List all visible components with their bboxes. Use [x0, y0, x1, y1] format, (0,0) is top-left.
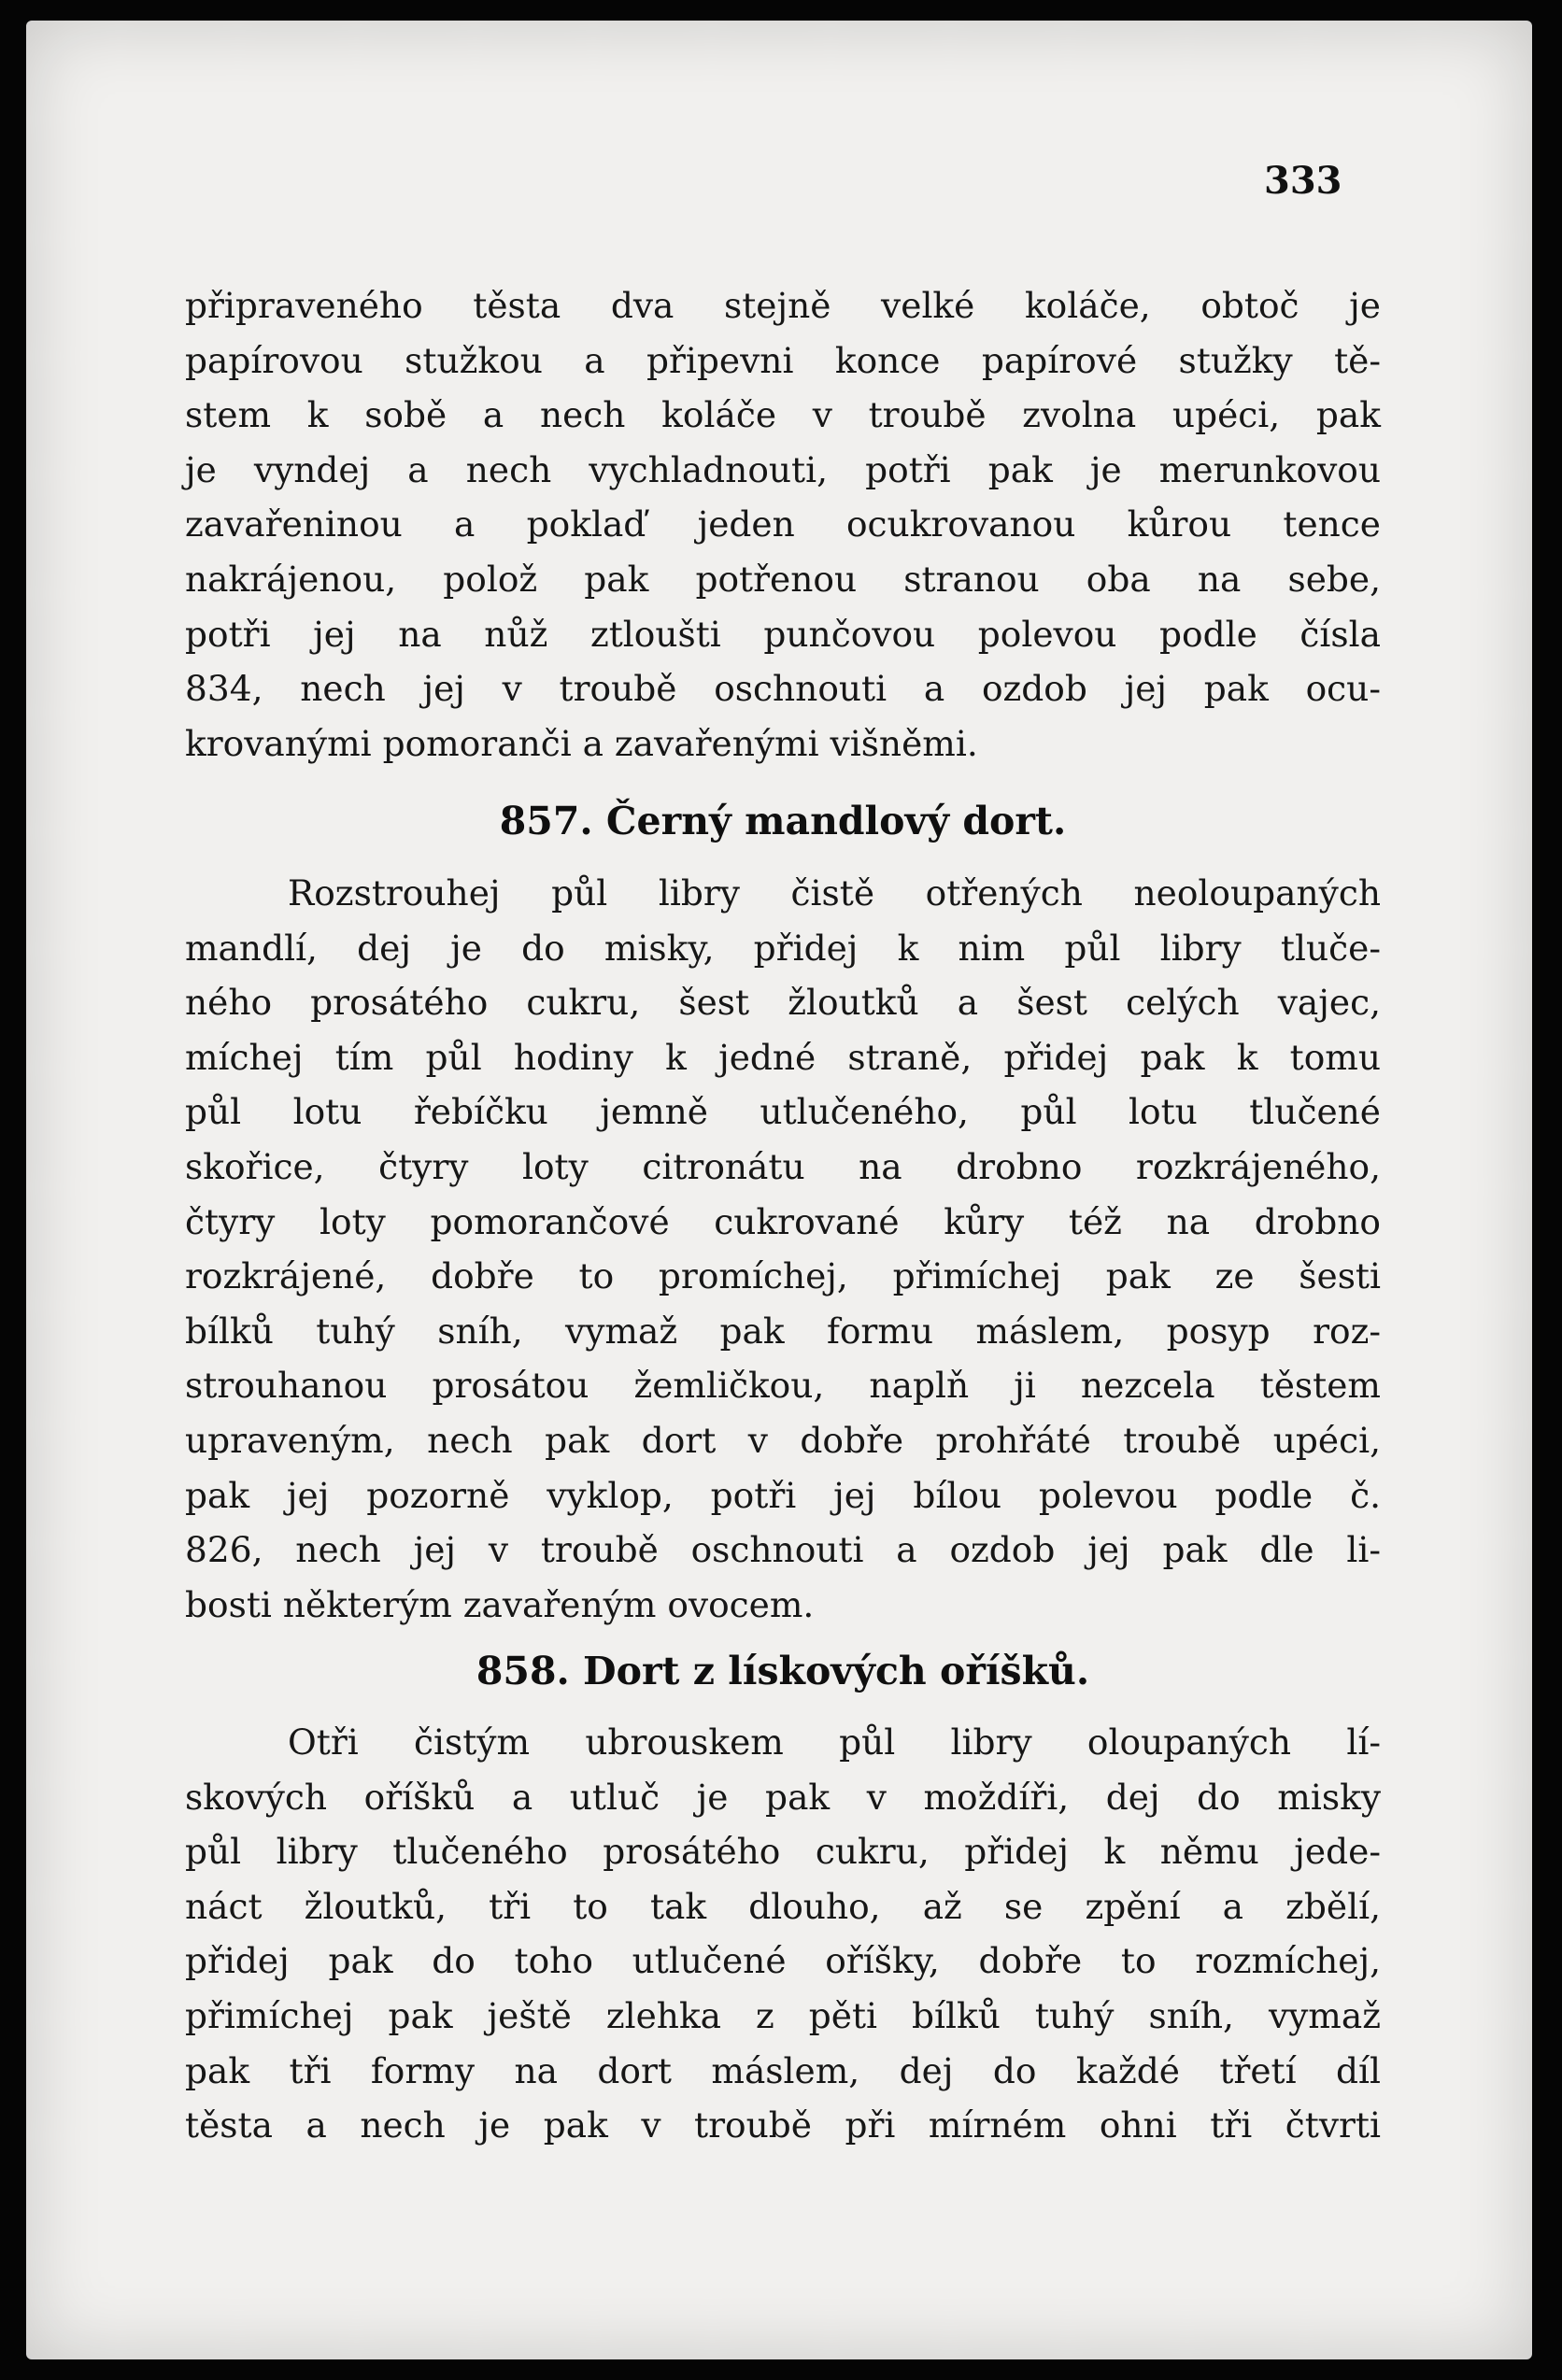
recipe-paragraph-858: [185, 1715, 1381, 2153]
text-line: upraveným, nech pak dort v dobře prohřáté troubě upéci,: [185, 1419, 1381, 1461]
text-line: potři jej na nůž ztloušti punčovou polevou podle čísla: [185, 613, 1381, 655]
text-line: připraveného těsta dva stejně velké koláče, obtoč je: [185, 285, 1381, 326]
text-line: půl libry tlučeného prosátého cukru, přidej k němu jede-: [185, 1831, 1381, 1873]
text-line: přidej pak do toho utlučené oříšky, dobře to rozmíchej,: [185, 1940, 1381, 1982]
text-line: 826, nech jej v troubě oschnouti a ozdob jej pak dle li-: [185, 1529, 1381, 1571]
text-line: krovanými pomoranči a zavařenými višněmi.: [185, 722, 978, 764]
text-line: skových oříšků a utluč je pak v moždíři, dej do misky: [185, 1776, 1381, 1818]
text-line: 834, nech jej v troubě oschnouti a ozdob jej pak ocu-: [185, 668, 1381, 710]
text-line: mandlí, dej je do misky, přidej k nim půl libry tluče-: [185, 927, 1381, 969]
text-line: ného prosátého cukru, šest žloutků a šest celých vajec,: [185, 982, 1381, 1024]
text-line: pak tři formy na dort máslem, dej do každé třetí díl: [185, 2049, 1381, 2091]
text-line: nakrájenou, polož pak potřenou stranou oba na sebe,: [185, 558, 1381, 600]
text-line: rozkrájené, dobře to promíchej, přimíchej pak ze šesti: [185, 1255, 1381, 1297]
text-line: skořice, čtyry loty citronátu na drobno rozkrájeného,: [185, 1145, 1381, 1187]
text-line: zavařeninou a poklaď jeden ocukrovanou kůrou tence: [185, 503, 1381, 545]
text-line: míchej tím půl hodiny k jedné straně, přidej pak k tomu: [185, 1036, 1381, 1078]
text-line: stem k sobě a nech koláče v troubě zvolna upéci, pak: [185, 394, 1381, 436]
recipe-heading-858: 858. Dort z lískových oříšků.: [476, 1649, 1090, 1693]
page-number: 333: [1264, 159, 1342, 203]
text-line: náct žloutků, tři to tak dlouho, až se zpění a zbělí,: [185, 1885, 1381, 1927]
text-line: půl lotu řebíčku jemně utlučeného, půl lotu tlučené: [185, 1091, 1381, 1133]
text-line: Rozstrouhej půl libry čistě otřených neoloupaných: [288, 872, 1381, 914]
book-page: [26, 21, 1532, 2359]
text-line: bílků tuhý sníh, vymaž pak formu máslem, posyp roz-: [185, 1310, 1381, 1352]
text-line: Otři čistým ubrouskem půl libry oloupaných lí-: [288, 1721, 1381, 1763]
recipe-paragraph-857: [185, 866, 1381, 1632]
text-line: je vyndej a nech vychladnouti, potři pak je merunkovou: [185, 448, 1381, 490]
text-line: těsta a nech je pak v troubě při mírném ohni tři čtvrti: [185, 2104, 1381, 2146]
text-line: bosti některým zavařeným ovocem.: [185, 1583, 815, 1625]
text-line: strouhanou prosátou žemličkou, naplň ji nezcela těstem: [185, 1365, 1381, 1407]
text-line: čtyry loty pomorančové cukrované kůry též na drobno: [185, 1200, 1381, 1242]
text-line: pak jej pozorně vyklop, potři jej bílou polevou podle č.: [185, 1474, 1381, 1516]
continued-recipe-paragraph: [185, 278, 1381, 771]
text-line: papírovou stužkou a připevni konce papírové stužky tě-: [185, 339, 1381, 381]
recipe-heading-857: 857. Černý mandlový dort.: [499, 799, 1067, 843]
text-line: přimíchej pak ještě zlehka z pěti bílků tuhý sníh, vymaž: [185, 1994, 1381, 2036]
